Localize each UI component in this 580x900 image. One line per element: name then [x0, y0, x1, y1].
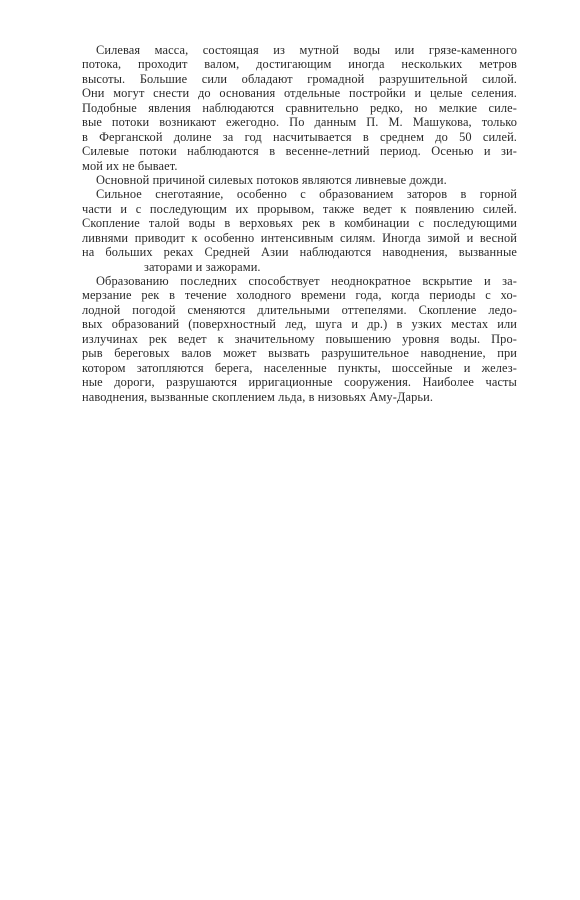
text-line: мерзание рек в течение холодного времени года, когда периоды с хо- [82, 288, 517, 303]
text-line: потока, проходит валом, достигающим иногда нескольких метров [82, 57, 517, 72]
text-line: высоты. Большие сили обладают громадной разрушительной силой. [82, 71, 517, 86]
text-line: Подобные явления наблюдаются сравнительно редко, но мелкие силе- [82, 100, 517, 115]
text-line: наводнения, вызванные скоплением льда, в низовьях Аму-Дарьи. [82, 389, 434, 404]
text-line: лодной погодой сменяются длительными оттепелями. Скопление ледо- [82, 302, 517, 317]
text-line: излучинах рек ведет к значительному повышению уровня воды. Про- [82, 331, 517, 346]
text-line: Скопление талой воды в верховьях рек в комбинации с последующими [82, 216, 517, 231]
text-line: мой их не бывает. [82, 158, 178, 173]
paragraph-3 [82, 187, 517, 274]
text-line: части и с последующим их прорывом, также ведет к появлению силей. [82, 201, 517, 216]
text-line: котором затопляются берега, населенные пункты, шоссейные и желез- [82, 360, 517, 375]
text-line: на больших реках Средней Азии наблюдаются наводнения, вызванные [82, 245, 517, 260]
text-line: заторами и зажорами. [144, 259, 261, 274]
text-line: вых образований (поверхностный лед, шуга и др.) в узких местах или [82, 317, 517, 332]
text-line: вые потоки возникают ежегодно. По данным П. М. Машукова, только [82, 115, 517, 130]
text-line: Основной причиной силевых потоков являются ливневые дожди. [96, 172, 447, 187]
text-line: ные дороги, разрушаются ирригационные сооружения. Наиболее часты [82, 375, 517, 390]
text-line: Они могут снести до основания отдельные постройки и целые селения. [82, 86, 517, 101]
paragraph-1 [82, 43, 517, 173]
document-page [82, 43, 517, 404]
paragraph-4 [82, 274, 517, 404]
text-line: ливнями приводит к особенно интенсивным силям. Иногда зимой и весной [82, 230, 517, 245]
paragraph-2 [82, 173, 517, 187]
text-line: Образованию последних способствует неоднократное вскрытие и за- [96, 274, 517, 288]
text-line: Силевая масса, состоящая из мутной воды или грязе-каменного [96, 43, 517, 57]
text-line: Силевые потоки наблюдаются в весенне-летний период. Осенью и зи- [82, 144, 517, 159]
text-line: в Ферганской долине за год насчитывается в среднем до 50 силей. [82, 129, 517, 144]
text-line: рыв береговых валов может вызвать разрушительное наводнение, при [82, 346, 517, 361]
text-line: Сильное снеготаяние, особенно с образованием заторов в горной [96, 187, 517, 202]
